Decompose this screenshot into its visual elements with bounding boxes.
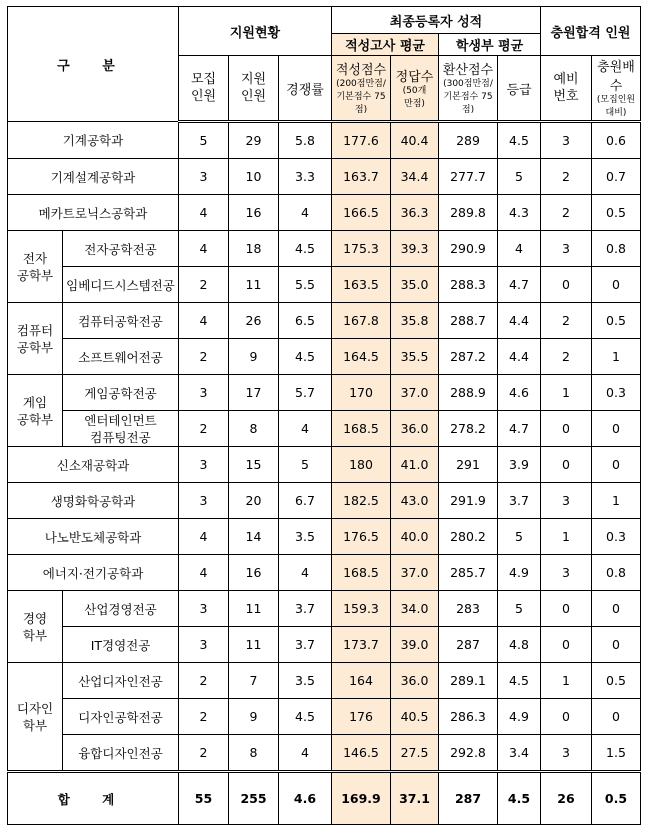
col-apt-score-line1: 적성점수 (335, 63, 387, 78)
applied-cell: 14 (229, 519, 279, 555)
rec-score-cell: 277.7 (439, 159, 498, 195)
apt-correct-cell: 36.0 (391, 411, 439, 447)
grade-cell: 4.9 (498, 555, 541, 591)
recruit-cell: 2 (179, 699, 229, 735)
waitlist-cell: 0 (541, 411, 592, 447)
fill-ratio-cell: 0.5 (592, 195, 641, 231)
ratio-cell: 5.8 (279, 122, 332, 159)
apt-correct-cell: 43.0 (391, 483, 439, 519)
recruit-cell: 4 (179, 303, 229, 339)
table-row (8, 303, 641, 339)
col-applied-header (229, 56, 279, 122)
dept-name: 컴퓨터공학전공 (63, 303, 179, 339)
rec-score-cell: 289 (439, 122, 498, 159)
rec-score-cell: 287.2 (439, 339, 498, 375)
recruit-cell: 2 (179, 411, 229, 447)
waitlist-cell: 3 (541, 122, 592, 159)
sub-aptitude-header: 적성고사 평균 (332, 34, 439, 56)
grade-cell: 3.7 (498, 483, 541, 519)
apt-correct-cell: 34.0 (391, 591, 439, 627)
recruit-cell: 4 (179, 519, 229, 555)
recruit-cell: 2 (179, 735, 229, 772)
apt-score-cell: 168.5 (332, 411, 391, 447)
applied-cell: 7 (229, 663, 279, 699)
grade-cell: 4.3 (498, 195, 541, 231)
col-rec-score-line2: (300점만점/ (443, 79, 493, 89)
col-fill-ratio-header (592, 56, 641, 122)
col-apt-correct-line1: 정답수 (395, 69, 434, 85)
col-rec-score-line1: 환산점수 (442, 63, 494, 78)
recruit-cell: 4 (179, 195, 229, 231)
apt-correct-cell: 35.5 (391, 339, 439, 375)
apt-correct-cell: 34.4 (391, 159, 439, 195)
fill-ratio-cell: 0 (592, 411, 641, 447)
rec-score-cell: 288.7 (439, 303, 498, 339)
col-apt-correct-header (391, 56, 439, 122)
col-fill-ratio-line3: 대비) (605, 108, 627, 118)
group-electronics-line2: 공학부 (16, 267, 54, 283)
apt-correct-cell: 36.3 (391, 195, 439, 231)
ratio-cell: 6.7 (279, 483, 332, 519)
apt-correct-cell: 35.8 (391, 303, 439, 339)
rec-score-cell: 289.8 (439, 195, 498, 231)
grade-cell: 4 (498, 231, 541, 267)
table-row (8, 375, 641, 411)
waitlist-cell: 0 (541, 591, 592, 627)
sub-record-header: 학생부 평균 (439, 34, 541, 56)
group-additional-header: 충원합격 인원 (541, 7, 641, 56)
grade-cell: 4.7 (498, 267, 541, 303)
group-computer (8, 303, 63, 375)
apt-score-cell: 173.7 (332, 627, 391, 663)
group-scores-header: 최종등록자 성적 (332, 7, 541, 34)
ratio-cell: 3.3 (279, 159, 332, 195)
recruit-cell: 4 (179, 231, 229, 267)
rec-score-cell: 292.8 (439, 735, 498, 772)
waitlist-cell: 2 (541, 303, 592, 339)
waitlist-cell: 0 (541, 267, 592, 303)
apt-score-cell: 168.5 (332, 555, 391, 591)
apt-score-cell: 182.5 (332, 483, 391, 519)
applied-cell: 11 (229, 267, 279, 303)
dept-name: 전자공학전공 (63, 231, 179, 267)
group-game-line2: 공학부 (16, 411, 54, 427)
applied-cell: 20 (229, 483, 279, 519)
grade-cell: 4.6 (498, 375, 541, 411)
apt-score-cell: 177.6 (332, 122, 391, 159)
waitlist-cell: 3 (541, 483, 592, 519)
ratio-cell: 3.7 (279, 627, 332, 663)
waitlist-cell: 3 (541, 231, 592, 267)
ratio-cell: 5.5 (279, 267, 332, 303)
apt-score-cell: 176.5 (332, 519, 391, 555)
dept-name-line2: 컴퓨팅전공 (90, 429, 151, 445)
dept-name: IT경영전공 (63, 627, 179, 663)
waitlist-cell: 2 (541, 195, 592, 231)
applied-cell: 9 (229, 339, 279, 375)
apt-score-cell: 176 (332, 699, 391, 735)
recruit-cell: 2 (179, 339, 229, 375)
applied-cell: 11 (229, 627, 279, 663)
category-header (8, 7, 179, 122)
fill-ratio-cell: 0 (592, 699, 641, 735)
applied-cell: 15 (229, 447, 279, 483)
recruit-cell: 5 (179, 122, 229, 159)
grade-cell: 3.4 (498, 735, 541, 772)
dept-name: 산업디자인전공 (63, 663, 179, 699)
col-fill-ratio-line2: (모집인원 (596, 95, 636, 105)
applied-cell: 29 (229, 122, 279, 159)
waitlist-cell: 0 (541, 699, 592, 735)
grade-cell: 4.4 (498, 339, 541, 375)
dept-name: 게임공학전공 (63, 375, 179, 411)
waitlist-cell: 3 (541, 555, 592, 591)
apt-correct-cell: 39.0 (391, 627, 439, 663)
dept-name: 나노반도체공학과 (8, 519, 179, 555)
fill-ratio-cell: 0.3 (592, 375, 641, 411)
apt-correct-cell: 37.0 (391, 375, 439, 411)
apt-score-cell: 170 (332, 375, 391, 411)
total-recruit: 55 (179, 772, 229, 825)
grade-cell: 5 (498, 591, 541, 627)
dept-name-line1: 엔터테인먼트 (84, 412, 157, 428)
total-row (8, 772, 641, 825)
recruit-cell: 3 (179, 159, 229, 195)
group-applicants-header: 지원현황 (179, 7, 332, 56)
applied-cell: 9 (229, 699, 279, 735)
applied-cell: 11 (229, 591, 279, 627)
fill-ratio-cell: 1 (592, 339, 641, 375)
ratio-cell: 4 (279, 555, 332, 591)
col-waitlist-header (541, 56, 592, 122)
waitlist-cell: 1 (541, 519, 592, 555)
fill-ratio-cell: 0.7 (592, 159, 641, 195)
dept-name (63, 411, 179, 447)
dept-name: 소프트웨어전공 (63, 339, 179, 375)
group-design (8, 663, 63, 772)
waitlist-cell: 2 (541, 339, 592, 375)
grade-cell: 3.9 (498, 447, 541, 483)
waitlist-cell: 1 (541, 375, 592, 411)
apt-correct-cell: 40.5 (391, 699, 439, 735)
dept-name: 기계설계공학과 (8, 159, 179, 195)
grade-cell: 4.8 (498, 627, 541, 663)
col-grade-header: 등급 (498, 56, 541, 122)
fill-ratio-cell: 0.8 (592, 231, 641, 267)
grade-cell: 4.5 (498, 122, 541, 159)
table-row (8, 735, 641, 772)
table-row (8, 663, 641, 699)
dept-name: 신소재공학과 (8, 447, 179, 483)
rec-score-cell: 291.9 (439, 483, 498, 519)
total-rec-score: 287 (439, 772, 498, 825)
ratio-cell: 3.7 (279, 591, 332, 627)
dept-name: 디자인공학전공 (63, 699, 179, 735)
rec-score-cell: 278.2 (439, 411, 498, 447)
table-row (8, 483, 641, 519)
recruit-cell: 4 (179, 555, 229, 591)
table-row (8, 555, 641, 591)
apt-score-cell: 166.5 (332, 195, 391, 231)
grade-cell: 4.7 (498, 411, 541, 447)
fill-ratio-cell: 0 (592, 627, 641, 663)
rec-score-cell: 287 (439, 627, 498, 663)
col-rec-score-line3: 기본점수 75점) (443, 92, 493, 115)
ratio-cell: 5.7 (279, 375, 332, 411)
recruit-cell: 3 (179, 627, 229, 663)
table-row (8, 122, 641, 159)
apt-correct-cell: 27.5 (391, 735, 439, 772)
table-row (8, 411, 641, 447)
recruit-cell: 3 (179, 591, 229, 627)
ratio-cell: 6.5 (279, 303, 332, 339)
group-design-line2: 학부 (22, 717, 48, 733)
table-row (8, 339, 641, 375)
applied-cell: 26 (229, 303, 279, 339)
group-game (8, 375, 63, 447)
recruit-cell: 2 (179, 663, 229, 699)
table-row (8, 699, 641, 735)
dept-name: 산업경영전공 (63, 591, 179, 627)
fill-ratio-cell: 1 (592, 483, 641, 519)
total-applied: 255 (229, 772, 279, 825)
applied-cell: 16 (229, 555, 279, 591)
dept-name: 생명화학공학과 (8, 483, 179, 519)
table-row (8, 591, 641, 627)
admission-results-table (7, 6, 641, 825)
col-waitlist-line1: 예비 (553, 72, 579, 87)
dept-name: 기계공학과 (8, 122, 179, 159)
rec-score-cell: 285.7 (439, 555, 498, 591)
col-apt-correct-line3: 만점) (404, 98, 425, 109)
rec-score-cell: 280.2 (439, 519, 498, 555)
apt-score-cell: 164.5 (332, 339, 391, 375)
group-business (8, 591, 63, 663)
fill-ratio-cell: 1.5 (592, 735, 641, 772)
ratio-cell: 4 (279, 735, 332, 772)
apt-score-cell: 163.5 (332, 267, 391, 303)
group-computer-line2: 공학부 (16, 339, 54, 355)
col-waitlist-line2: 번호 (553, 89, 579, 104)
waitlist-cell: 0 (541, 627, 592, 663)
col-apt-score-line3: 기본점수 75점) (336, 92, 386, 115)
table-row (8, 519, 641, 555)
group-electronics-line1: 전자 (22, 250, 48, 266)
apt-correct-cell: 39.3 (391, 231, 439, 267)
dept-name: 에너지·전기공학과 (8, 555, 179, 591)
grade-cell: 4.4 (498, 303, 541, 339)
fill-ratio-cell: 0 (592, 591, 641, 627)
fill-ratio-cell: 0 (592, 267, 641, 303)
header-row-1 (8, 7, 641, 34)
apt-correct-cell: 36.0 (391, 663, 439, 699)
apt-score-cell: 164 (332, 663, 391, 699)
results-table-container (7, 6, 640, 825)
table-row (8, 159, 641, 195)
table-row (8, 267, 641, 303)
table-row (8, 231, 641, 267)
applied-cell: 10 (229, 159, 279, 195)
dept-name: 메카트로닉스공학과 (8, 195, 179, 231)
rec-score-cell: 289.1 (439, 663, 498, 699)
recruit-cell: 3 (179, 447, 229, 483)
apt-score-cell: 146.5 (332, 735, 391, 772)
applied-cell: 17 (229, 375, 279, 411)
group-business-line2: 학부 (22, 627, 48, 643)
applied-cell: 16 (229, 195, 279, 231)
apt-correct-cell: 40.0 (391, 519, 439, 555)
ratio-cell: 3.5 (279, 663, 332, 699)
ratio-cell: 3.5 (279, 519, 332, 555)
apt-score-cell: 180 (332, 447, 391, 483)
fill-ratio-cell: 0.3 (592, 519, 641, 555)
apt-correct-cell: 41.0 (391, 447, 439, 483)
fill-ratio-cell: 0.6 (592, 122, 641, 159)
fill-ratio-cell: 0.8 (592, 555, 641, 591)
apt-score-cell: 163.7 (332, 159, 391, 195)
table-row (8, 627, 641, 663)
rec-score-cell: 286.3 (439, 699, 498, 735)
group-design-line1: 디자인 (16, 700, 54, 716)
total-apt-score: 169.9 (332, 772, 391, 825)
grade-cell: 4.5 (498, 663, 541, 699)
ratio-cell: 4.5 (279, 699, 332, 735)
recruit-cell: 2 (179, 267, 229, 303)
table-row (8, 195, 641, 231)
applied-cell: 8 (229, 411, 279, 447)
total-label-text: 합 계 (57, 791, 129, 807)
apt-correct-cell: 37.0 (391, 555, 439, 591)
apt-score-cell: 175.3 (332, 231, 391, 267)
col-recruit-line1: 모집 (190, 72, 217, 87)
apt-score-cell: 167.8 (332, 303, 391, 339)
total-fill-ratio: 0.5 (592, 772, 641, 825)
waitlist-cell: 0 (541, 447, 592, 483)
fill-ratio-cell: 0.5 (592, 663, 641, 699)
waitlist-cell: 3 (541, 735, 592, 772)
total-label (8, 772, 179, 825)
col-applied-line1: 지원 (240, 72, 267, 87)
col-recruit-header (179, 56, 229, 122)
grade-cell: 5 (498, 519, 541, 555)
col-apt-score-line2: (200점만점/ (336, 79, 386, 89)
col-rec-score-header (439, 56, 498, 122)
col-recruit-line2: 인원 (190, 89, 217, 104)
ratio-cell: 5 (279, 447, 332, 483)
fill-ratio-cell: 0 (592, 447, 641, 483)
category-label: 구 분 (57, 58, 129, 74)
total-grade: 4.5 (498, 772, 541, 825)
col-apt-correct-line2: (50개 (402, 85, 427, 96)
total-ratio: 4.6 (279, 772, 332, 825)
group-electronics (8, 231, 63, 303)
rec-score-cell: 290.9 (439, 231, 498, 267)
grade-cell: 4.9 (498, 699, 541, 735)
rec-score-cell: 283 (439, 591, 498, 627)
fill-ratio-cell: 0.5 (592, 303, 641, 339)
rec-score-cell: 288.9 (439, 375, 498, 411)
dept-name: 융합디자인전공 (63, 735, 179, 772)
applied-cell: 18 (229, 231, 279, 267)
dept-name: 임베디드시스템전공 (63, 267, 179, 303)
grade-cell: 5 (498, 159, 541, 195)
total-waitlist: 26 (541, 772, 592, 825)
col-apt-score-header (332, 56, 391, 122)
group-computer-line1: 컴퓨터 (16, 322, 54, 338)
recruit-cell: 3 (179, 375, 229, 411)
col-ratio-header: 경쟁률 (279, 56, 332, 122)
table-row (8, 447, 641, 483)
apt-correct-cell: 40.4 (391, 122, 439, 159)
rec-score-cell: 288.3 (439, 267, 498, 303)
group-business-line1: 경영 (22, 610, 48, 626)
ratio-cell: 4 (279, 411, 332, 447)
waitlist-cell: 1 (541, 663, 592, 699)
applied-cell: 8 (229, 735, 279, 772)
ratio-cell: 4.5 (279, 339, 332, 375)
ratio-cell: 4 (279, 195, 332, 231)
ratio-cell: 4.5 (279, 231, 332, 267)
apt-correct-cell: 35.0 (391, 267, 439, 303)
rec-score-cell: 291 (439, 447, 498, 483)
waitlist-cell: 2 (541, 159, 592, 195)
col-fill-ratio-line1: 충원배수 (597, 60, 635, 94)
recruit-cell: 3 (179, 483, 229, 519)
total-apt-correct: 37.1 (391, 772, 439, 825)
group-game-line1: 게임 (22, 394, 48, 410)
apt-score-cell: 159.3 (332, 591, 391, 627)
col-applied-line2: 인원 (240, 89, 267, 104)
